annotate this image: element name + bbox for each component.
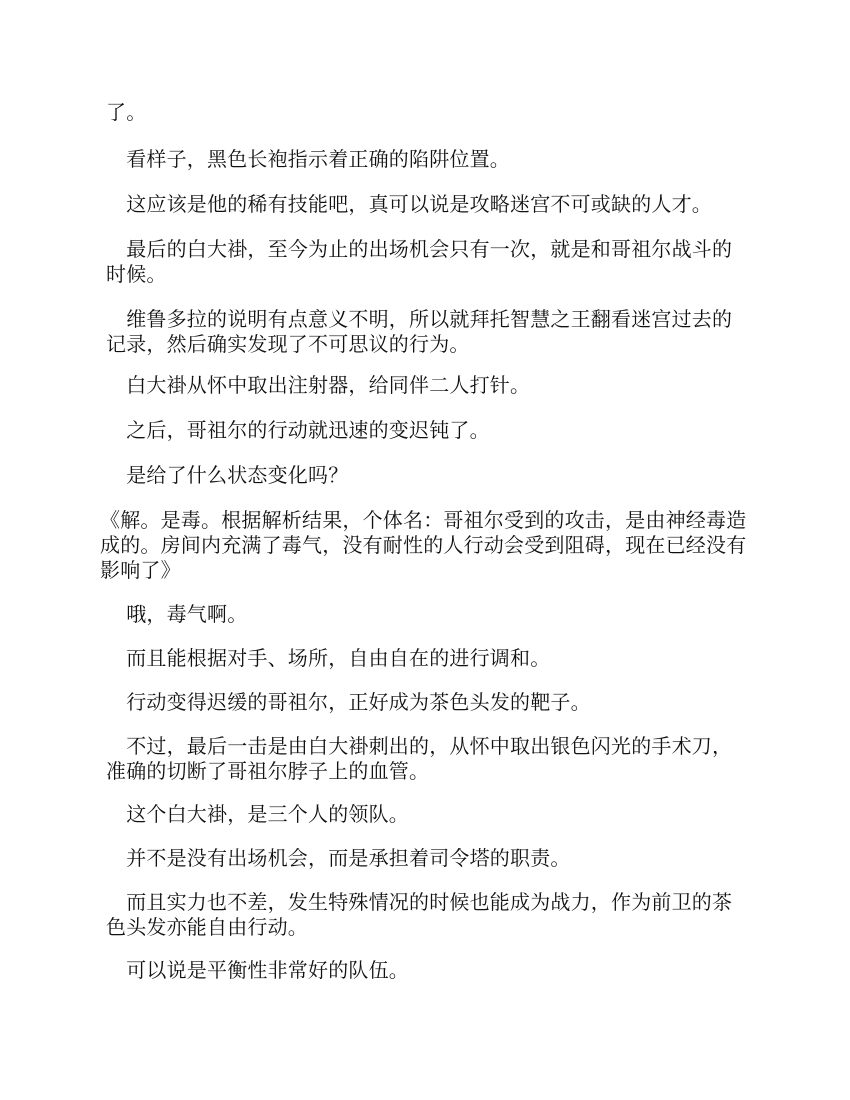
- paragraph-15: 并不是没有出场机会，而是承担着司令塔的职责。: [106, 846, 571, 870]
- paragraph-9: 《解。是毒。根据解析结果，个体名：哥祖尔受到的攻击，是由神经毒造成的。房间内充满了毒气，没有耐性的人行动会受到阻碍，现在已经没有影响了》: [100, 508, 747, 582]
- paragraph-3: 这应该是他的稀有技能吧，真可以说是攻略迷宫不可或缺的人才。: [106, 192, 712, 216]
- paragraph-11: 而且能根据对手、场所，自由自在的进行调和。: [106, 646, 551, 670]
- paragraph-13: 不过，最后一击是由白大褂刺出的，从怀中取出银色闪光的手术刀，准确的切断了哥祖尔脖子上的血管。: [106, 734, 733, 783]
- paragraph-5: 维鲁多拉的说明有点意义不明，所以就拜托智慧之王翻看迷宫过去的记录，然后确实发现了不可思议的行为。: [106, 307, 733, 356]
- paragraph-2: 看样子，黑色长袍指示着正确的陷阱位置。: [106, 147, 510, 171]
- paragraph-8: 是给了什么状态变化吗？: [106, 463, 349, 487]
- paragraph-14: 这个白大褂，是三个人的领队。: [106, 802, 409, 826]
- paragraph-6: 白大褂从怀中取出注射器，给同伴二人打针。: [106, 373, 531, 397]
- paragraph-10: 哦，毒气啊。: [106, 602, 248, 626]
- paragraph-1: 了。: [106, 100, 147, 124]
- paragraph-4: 最后的白大褂，至今为止的出场机会只有一次，就是和哥祖尔战斗的时候。: [106, 237, 733, 286]
- paragraph-17: 可以说是平衡性非常好的队伍。: [106, 958, 409, 982]
- paragraph-16: 而且实力也不差，发生特殊情况的时候也能成为战力，作为前卫的茶色头发亦能自由行动。: [106, 890, 733, 939]
- paragraph-7: 之后，哥祖尔的行动就迅速的变迟钝了。: [106, 418, 490, 442]
- paragraph-12: 行动变得迟缓的哥祖尔，正好成为茶色头发的靶子。: [106, 690, 591, 714]
